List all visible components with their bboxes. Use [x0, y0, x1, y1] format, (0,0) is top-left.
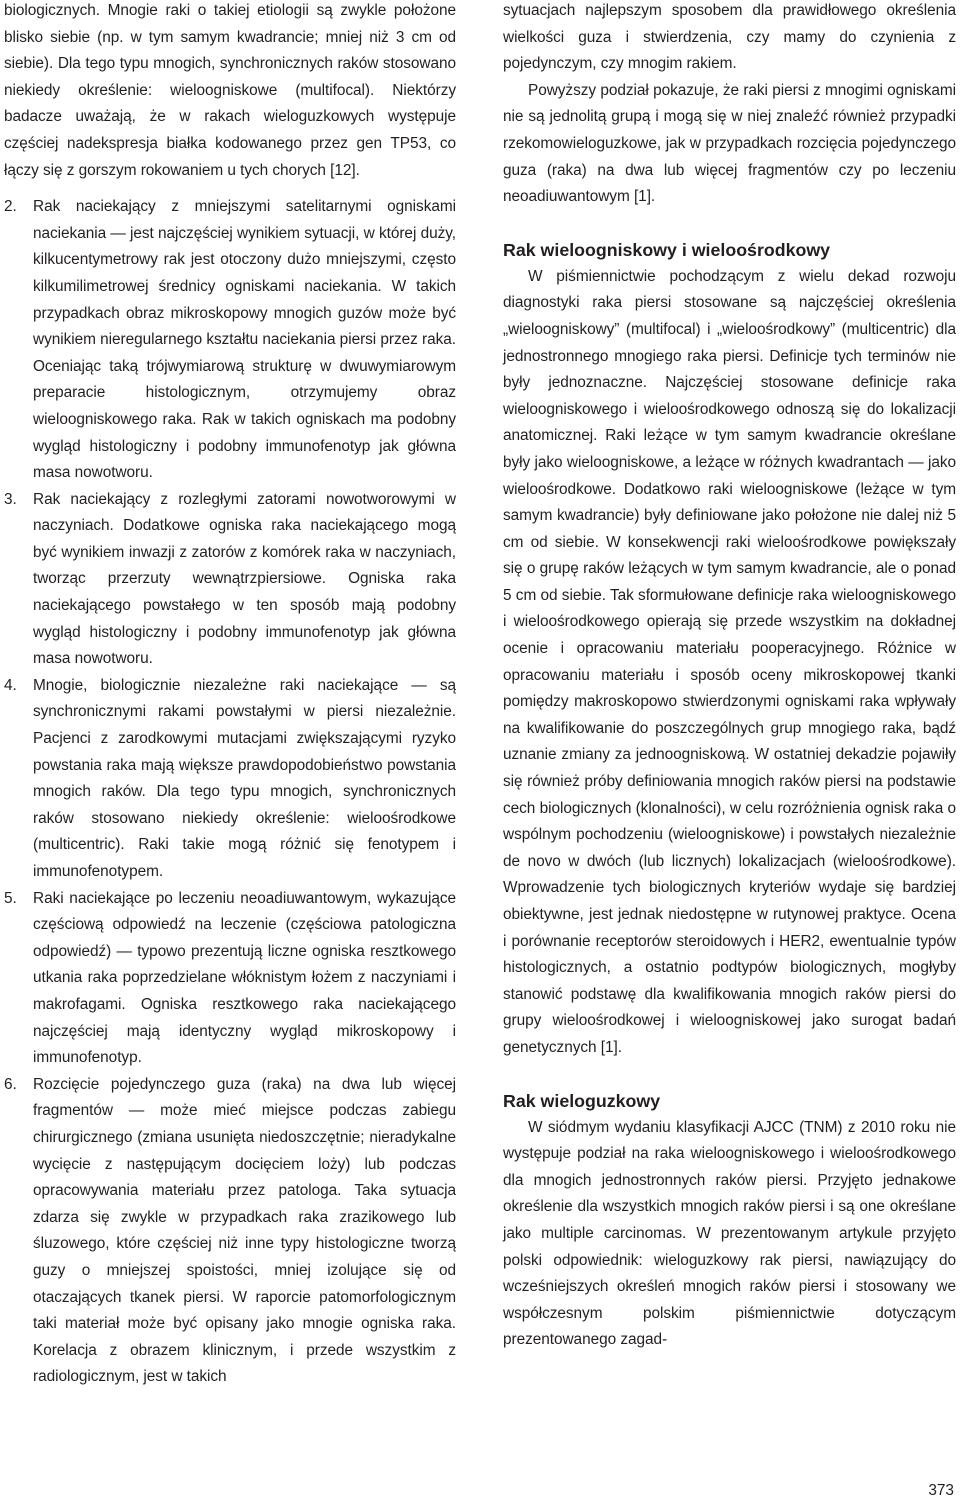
- list-item-text: Mnogie, biologicznie niezależne raki naciekające — są synchronicznymi rakami powstałymi w piersi niezależnie. Pacjenci z zarodkowymi mutacjami zwiększającymi ryzyko powstania raka mają większe prawdopodobieństwo powstania mnogich raków. Dla tego typu mnogich, synchronicznych raków stosowano niekiedy określenie: wieloośrodkowe (multicentric). Raki takie mogą różnić się fenotypem i immunofenotypem.: [33, 676, 456, 880]
- list-number: 5.: [4, 889, 17, 907]
- continued-paragraph: sytuacjach najlepszym sposobem dla prawidłowego określenia wielkości guza i stwierdzenia, czy mamy do czynienia z pojedynczym, czy mnogim rakiem.: [503, 2, 956, 73]
- section-paragraph-multiple: W siódmym wydaniu klasyfikacji AJCC (TNM) z 2010 roku nie występuje podział na raka wieloogniskowego i wieloośrodkowego dla mnogich jednostronnych raków piersi. Przyjęto jednakowe określenie dla wszystkich mnogich raków piersi i są one określane jako multiple carcinomas. W prezentowanym artykule przyjęto polski odpowiednik: wieloguzkowy rak piersi, nawiązujący do wcześniejszych określeń mnogich raków piersi i stosowany we współczesnym polskim piśmiennictwie dotyczącym prezentowanego zagad-: [503, 1118, 956, 1349]
- right-column: [503, 0, 956, 1354]
- list-item: [4, 1072, 456, 1391]
- list-item: [4, 886, 456, 1072]
- page-number: 373: [928, 1482, 954, 1499]
- list-number: 3.: [4, 490, 17, 508]
- list-number: 4.: [4, 676, 17, 694]
- intro-paragraph: biologicznych. Mnogie raki o takiej etiologii są zwykle położone blisko siebie (np. w tym samym kwadrancie; mniej niż 3 cm od siebie). Dla tego typu mnogich, synchronicznych raków stosowano niekiedy określenie: wieloogniskowe (multifocal). Niektórzy badacze uważają, że w rakach wieloguzkowych występuje częściej nadekspresja białka kodowanego przez gen TP53, co łączy się z gorszym rokowaniem u tych chorych [12].: [4, 2, 456, 179]
- list-number: 2.: [4, 198, 17, 216]
- list-item: [4, 487, 456, 673]
- list-item-text: Rak naciekający z rozległymi zatorami nowotworowymi w naczyniach. Dodatkowe ogniska raka naciekającego mogą być wynikiem inwazji z zatorów z komórek raka w naczyniach, tworząc przerzuty wewnątrzpiersiowe. Ogniska raka naciekającego powstałego w ten sposób mają podobny wygląd histologiczny i podobny immunofenotyp jak główna masa nowotworu.: [33, 490, 456, 668]
- section-heading-multifocal: Rak wieloogniskowy i wieloośrodkowy: [503, 239, 831, 260]
- list-item-text: Rak naciekający z mniejszymi satelitarnymi ogniskami naciekania — jest najczęściej wynikiem sytuacji, w której duży, kilkucentymetrowy rak jest otoczony dużo mniejszymi, często kilkumilimetrowej średnicy ogniskami naciekania. W takich przypadkach obraz mikroskopowy mnogich guzów może być wynikiem nieregularnego kształtu naciekania piersi przez raka. Oceniając taką trójwymiarową strukturę w dwuwymiarowym preparacie histologicznym, otrzymujemy obraz wieloogniskowego raka. Rak w takich ogniskach ma podobny wygląd histologiczny i podobny immunofenotyp jak główna masa nowotworu.: [33, 198, 456, 482]
- section-paragraph-multifocal: W piśmiennictwie pochodzącym z wielu dekad rozwoju diagnostyki raka piersi stosowane są najczęściej określenia „wieloogniskowy” (multifocal) i „wieloośrodkowy” (multicentric) dla jednostronnego mnogiego raka piersi. Definicje tych terminów nie były jednoznaczne. Najczęściej stosowane definicje raka wieloogniskowego i wieloośrodkowego odnoszą się do lokalizacji anatomicznej. Raki leżące w tym samym kwadrancie określane były jako wieloogniskowe, a leżące w różnych kwadrantach — jako wieloośrodkowe. Dodatkowo raki wieloogniskowe (leżące w tym samym kwadrancie) były definiowane jako położone nie dalej niż 5 cm od siebie. W konsekwencji raki wieloośrodkowe powiększały się o grupę raków leżących w tym samym kwadrancie, ale o ponad 5 cm od siebie. Tak sformułowane definicje raka wieloogniskowego i wieloośrodkowego opierają się przede wszystkim na dokładnej ocenie i opracowaniu materiału pooperacyjnego. Różnice w opracowaniu materiału i sposób oceny mikroskopowej tkanki pomiędzy makroskopowo stwierdzonymi ogniskami raka wpływały na kwalifikowanie do poszczególnych grup mnogiego raka, bądź uznanie zmiany za jednoogniskową. W ostatniej dekadzie pojawiły się również próby definiowania mnogich raków piersi na podstawie cech biologicznych (klonalności), w celu rozróżnienia ognisk raka o wspólnym pochodzeniu (wieloogniskowe) i powstałych niezależnie de novo w dwóch (lub licznych) lokalizacjach (wieloośrodkowe). Wprowadzenie tych biologicznych kryteriów wydaje się bardziej obiektywne, jest jednak niedostępne w rutynowej praktyce. Ocena i porównanie receptorów steroidowych i HER2, ewentualnie typów histologicznych, a ostatnio podtypów biologicznych, mogłyby stanowić podstawę dla kwalifikowania mnogich raków piersi do grupy wieloośrodkowej i wieloogniskowej jako surogat badań genetycznych [1].: [503, 267, 956, 1056]
- left-column: [4, 0, 456, 1391]
- section-heading-multiple: Rak wieloguzkowy: [503, 1090, 661, 1111]
- summary-paragraph: Powyższy podział pokazuje, że raki piersi z mnogimi ogniskami nie są jednolitą grupą i mogą się w niej znaleźć również przypadki rzekomowieloguzkowe, jak w przypadkach rozcięcia pojedynczego guza (raka) na dwa lub więcej fragmentów czy po leczeniu neoadiuwantowym [1].: [503, 81, 956, 206]
- list-item: [4, 673, 456, 886]
- list-item-text: Raki naciekające po leczeniu neoadiuwantowym, wykazujące częściową odpowiedź na leczenie (częściowa patologiczna odpowiedź) — typowo prezentują liczne ogniska resztkowego utkania raka poprzedzielane włóknistym łożem z naczyniami i makrofagami. Ogniska resztkowego raka naciekającego najczęściej mają identyczny wygląd mikroskopowy i immunofenotyp.: [33, 889, 456, 1067]
- list-number: 6.: [4, 1075, 17, 1093]
- list-item-text: Rozcięcie pojedynczego guza (raka) na dwa lub więcej fragmentów — może mieć miejsce podczas zabiegu chirurgicznego (zmiana usunięta niedoszczętnie; nieradykalne wycięcie z następującym docięciem loży) lub podczas opracowywania materiału przez patologa. Taka sytuacja zdarza się zwykle w przypadkach raka zrazikowego lub śluzowego, które częściej niż inne typy histologiczne tworzą guzy o mniejszej spoistości, mniej izolujące się od otaczających tkanek piersi. W raporcie patomorfologicznym taki materiał może być opisany jako mnogie ogniska raka. Korelacja z obrazem klinicznym, i przede wszystkim z radiologicznym, jest w takich: [33, 1075, 456, 1386]
- list-item: [4, 194, 456, 487]
